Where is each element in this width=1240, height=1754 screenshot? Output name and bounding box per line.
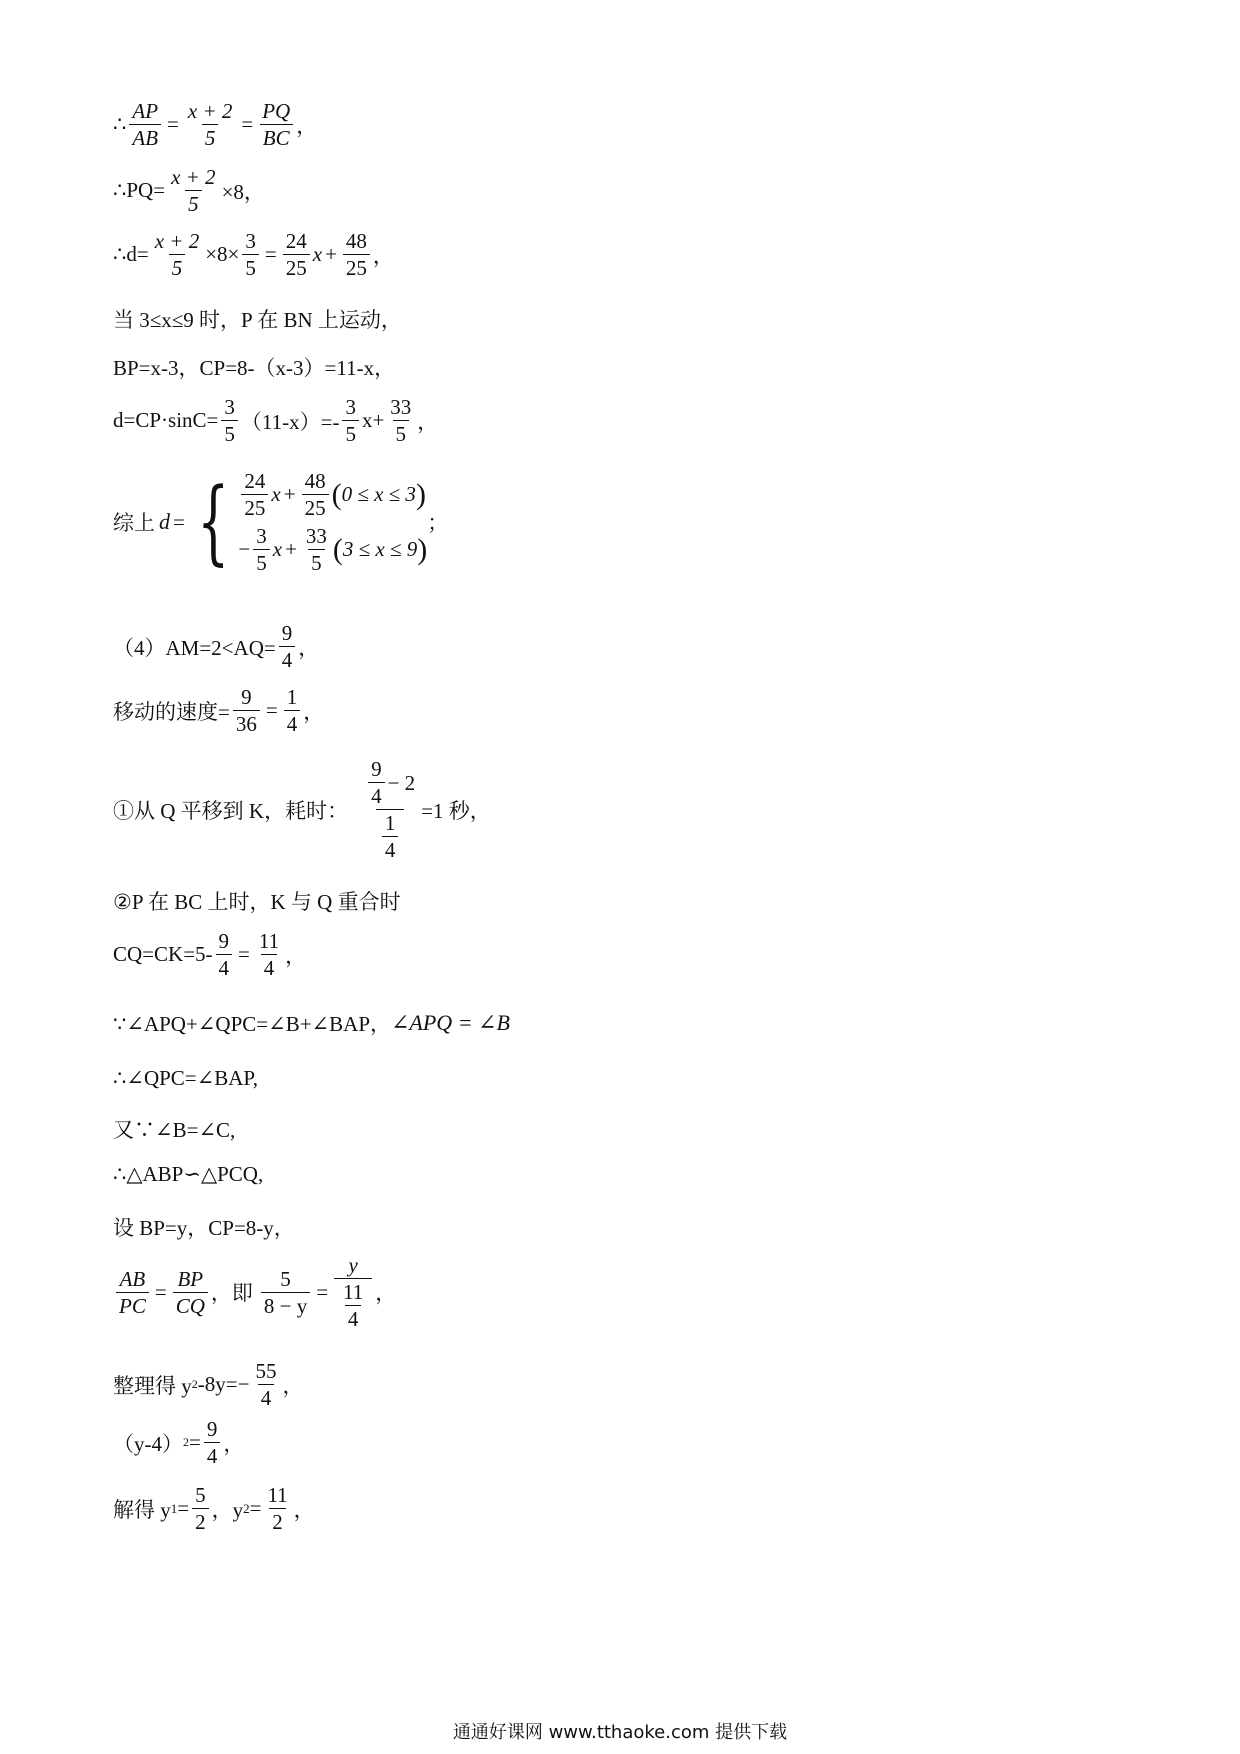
footer-source: 通通好课网 www.tthaoke.com 提供下载 — [452, 1722, 788, 1743]
frac-x2-5: $\frac{x + 2}{5}$ — [171, 165, 216, 217]
eq-pq: ∴PQ= $\frac{x + 2}{5}$ ×8， — [113, 165, 265, 217]
eq-time: ①从 Q 平移到 K，耗时： $\frac{9}{4}$ − 2 $\frac{1}{4}$ =1 秒， — [113, 757, 491, 863]
eq-simplify: 整理得 y 2 -8y=− $\frac{55}{4}$ ， — [113, 1359, 304, 1411]
text-angle-eq: ∴∠QPC=∠BAP, — [113, 1066, 259, 1090]
eq-d-second: d=CP·sinC= $\frac{3}{5}$ （11-x）=- $\frac{3}{5}$ x+ $\frac{33}{5}$ ， — [113, 395, 439, 447]
eq-d-first: ∴d= $\frac{x + 2}{5}$ ×8× $\frac{3}{5}$ = $\frac{24}{25}$ x + $\frac{48}{25}$ ， — [113, 229, 394, 281]
therefore: ∴ — [113, 112, 127, 137]
text-bp-cp: BP=x-3，CP=8-（x-3）=11-x， — [113, 356, 396, 380]
eq-am-aq: （4）AM=2<AQ= $\frac{9}{4}$ ， — [113, 621, 320, 673]
complex-frac: $\frac{9}{4}$ − 2 $\frac{1}{4}$ — [362, 758, 418, 861]
brace — [188, 470, 427, 574]
case-row-1: $\frac{24}{25}$ x + $\frac{48}{25}$ ( 0 ≤ x ≤ 3 ) — [238, 470, 427, 519]
eq-cq-ck: CQ=CK=5- $\frac{9}{4}$ = $\frac{11}{4}$ ， — [113, 929, 307, 981]
eq-speed: 移动的速度= $\frac{9}{36}$ = $\frac{1}{4}$ ， — [113, 685, 325, 737]
case-row-2: − $\frac{3}{5}$ x + $\frac{33}{5}$ ( 3 ≤ x ≤ 9 ) — [238, 524, 428, 576]
eq-solutions: 解得 y 1 = $\frac{5}{2}$ ，y 2 = $\frac{11}{2}$ ， — [113, 1483, 315, 1535]
eq-square: （y-4） 2 = $\frac{9}{4}$ ， — [113, 1417, 245, 1469]
eq-proportion: $\frac{AB}{PC}$ = $\frac{BP}{CQ}$ ，即 $\frac{5}{8 - y}$ = $\frac{y}{\frac{11}{4}}$ ， — [113, 1254, 396, 1330]
frac-pq-bc: $\frac{PQ}{BC}$ — [259, 100, 293, 149]
text-set-bp: 设 BP=y，CP=8-y， — [113, 1216, 295, 1240]
text-p-on-bc: ②P 在 BC 上时，K 与 Q 重合时 — [113, 890, 401, 914]
cases — [238, 470, 427, 574]
frac-ap-ab: $\frac{AP}{AB}$ — [129, 100, 161, 149]
text-similar: ∴△ABP∽△PCQ, — [113, 1162, 264, 1186]
eq-piecewise: 综上 d = { $\frac{24}{25}$ x + $\frac{48}{25}$ ( 0 ≤ x ≤ 3 ) − $\frac{3}{5}$ x + $\frac{33}{5}$ ( 3 ≤ x ≤ 9 ) ； — [113, 468, 449, 576]
text-angle-b-c: 又∵∠B=∠C, — [113, 1118, 236, 1142]
text-p-on-bn: 当 3≤x≤9 时，P 在 BN 上运动， — [113, 308, 402, 332]
left-brace-icon: { — [197, 468, 230, 576]
frac-x2-5: $\frac{x + 2}{5}$ — [187, 99, 233, 151]
text-angle-sum: ∵∠APQ+∠QPC=∠B+∠BAP， ∠APQ = ∠B — [113, 1010, 510, 1036]
eq-ratio: ∴ $\frac{AP}{AB}$ = $\frac{x + 2}{5}$ = $\frac{PQ}{BC}$ ， — [113, 99, 318, 151]
